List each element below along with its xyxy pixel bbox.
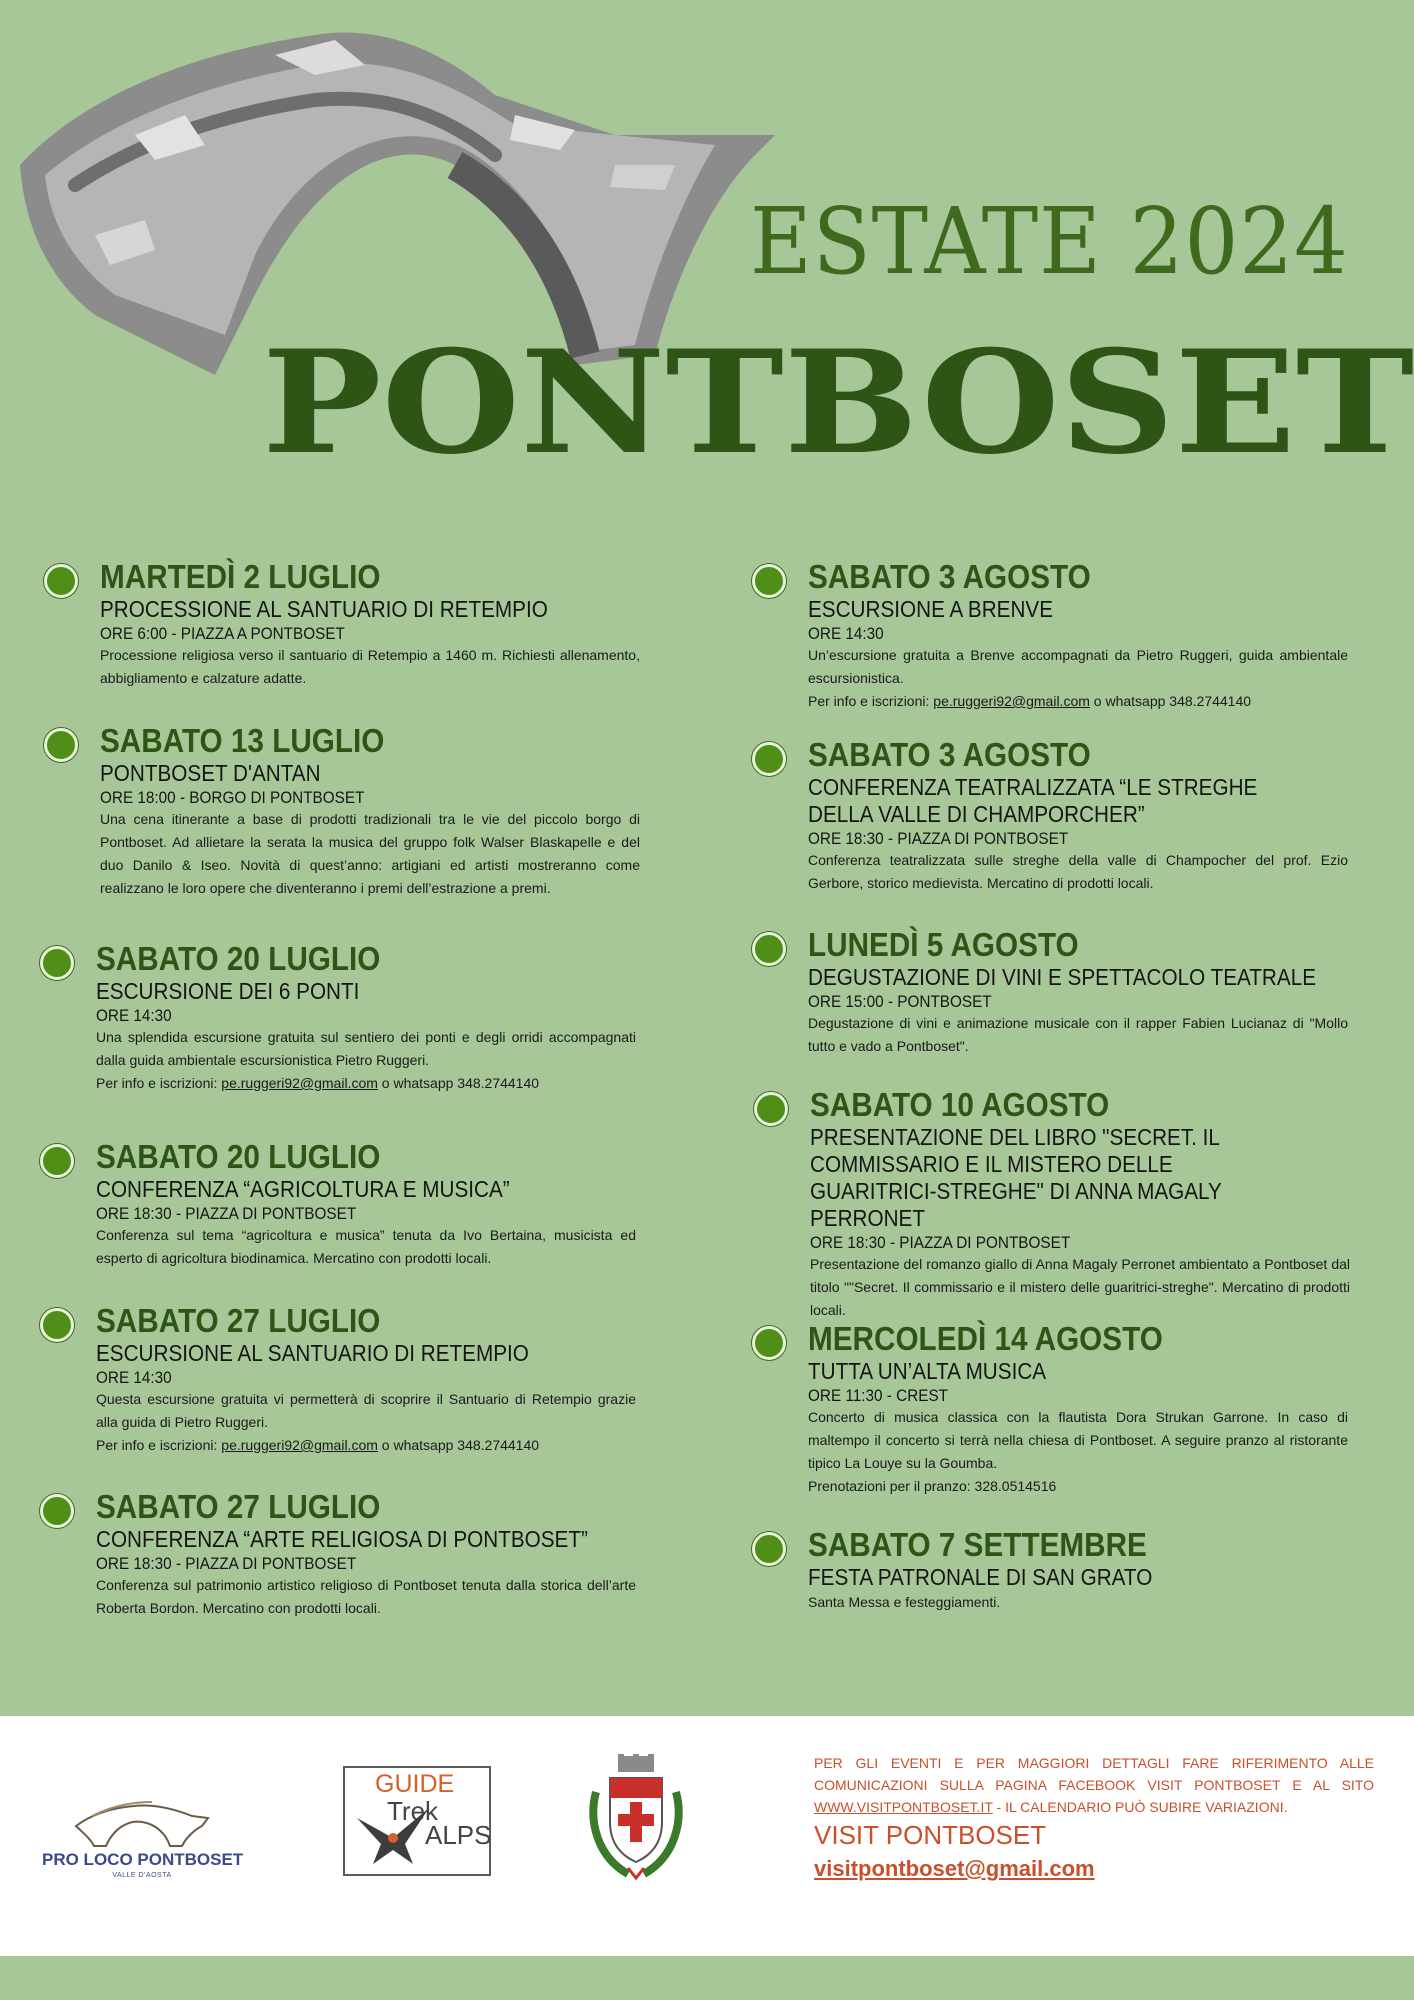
event-date: SABATO 10 AGOSTO — [810, 1086, 1110, 1123]
event-date: SABATO 13 LUGLIO — [100, 722, 385, 759]
event-title: ESCURSIONE AL SANTUARIO DI RETEMPIO — [96, 1340, 529, 1366]
bullet-dot-icon — [44, 564, 78, 598]
event-content — [100, 558, 640, 690]
event-title: CONFERENZA “AGRICOLTURA E MUSICA” — [96, 1176, 510, 1202]
poster-title: PONTBOSET — [262, 320, 1414, 486]
event-content — [808, 736, 1348, 895]
event-time: ORE 18:00 - BORGO DI PONTBOSET — [100, 788, 365, 807]
event-date: SABATO 3 AGOSTO — [808, 736, 1091, 773]
event-content — [96, 1302, 636, 1457]
event-contact-info — [96, 1072, 636, 1095]
event-date: SABATO 27 LUGLIO — [96, 1302, 381, 1339]
info-prefix: Per info e iscrizioni: — [808, 693, 934, 709]
bullet-dot-icon — [40, 946, 74, 980]
guide-word: GUIDE — [375, 1770, 455, 1798]
info-suffix: o whatsapp 348.2744140 — [377, 1075, 540, 1091]
event-contact-info — [96, 1434, 636, 1457]
contact-email-link[interactable]: pe.ruggeri92@gmail.com — [221, 1437, 378, 1453]
event-time: ORE 15:00 - PONTBOSET — [808, 992, 992, 1011]
event-content — [808, 1526, 1348, 1614]
event-time: ORE 14:30 — [96, 1006, 172, 1025]
event-description: Un’escursione gratuita a Brenve accompagnati da Pietro Ruggeri, guida ambientale escursionistica. — [808, 647, 1348, 686]
event-date: SABATO 27 LUGLIO — [96, 1488, 381, 1525]
bullet-dot-icon — [752, 742, 786, 776]
info-suffix: o whatsapp 348.2744140 — [1089, 693, 1252, 709]
event-content — [96, 940, 636, 1095]
event-content — [96, 1488, 636, 1620]
event-time: ORE 18:30 - PIAZZA DI PONTBOSET — [810, 1233, 1071, 1252]
event-description: Concerto di musica classica con la flautista Dora Strukan Garrone. In caso di maltempo il concerto si terrà nella chiesa di Pontboset. A seguire pranzo al ristorante tipico La Louye su la Goumba. — [808, 1409, 1348, 1471]
event-date: SABATO 3 AGOSTO — [808, 558, 1091, 595]
footer — [0, 1716, 1414, 1956]
info-prefix: Per info e iscrizioni: — [96, 1437, 222, 1453]
event-description: Conferenza sul tema “agricoltura e musica” tenuta da Ivo Bertaina, musicista ed esperto di agricoltura biodinamica. Mercatino con prodotti locali. — [96, 1227, 636, 1266]
footer-note-suffix: - IL CALENDARIO PUÒ SUBIRE VARIAZIONI. — [992, 1799, 1288, 1815]
info-prefix: Per info e iscrizioni: — [96, 1075, 222, 1091]
event-title: PONTBOSET D'ANTAN — [100, 760, 321, 786]
bullet-dot-icon — [40, 1308, 74, 1342]
proloco-name: PRO LOCO PONTBOSET — [42, 1850, 244, 1869]
event-date: SABATO 7 SETTEMBRE — [808, 1526, 1147, 1563]
event-title: PROCESSIONE AL SANTUARIO DI RETEMPIO — [100, 596, 548, 622]
event-content — [810, 1086, 1350, 1322]
bottom-band — [0, 1956, 1414, 2000]
edition-subtitle: ESTATE 2024 — [750, 188, 1349, 295]
proloco-bridge-icon — [72, 1786, 212, 1848]
event-date: LUNEDÌ 5 AGOSTO — [808, 926, 1079, 963]
event-time: ORE 18:30 - PIAZZA DI PONTBOSET — [96, 1554, 357, 1573]
event-description: Degustazione di vini e animazione musicale con il rapper Fabien Lucianaz di "Mollo tutto e vado a Pontboset". — [808, 1015, 1348, 1054]
trek-word: Trek — [387, 1796, 439, 1826]
event-time: ORE 14:30 — [96, 1368, 172, 1387]
bullet-dot-icon — [754, 1092, 788, 1126]
bullet-dot-icon — [752, 1532, 786, 1566]
event-booking-info: Prenotazioni per il pranzo: 328.0514516 — [808, 1478, 1057, 1494]
contact-email-link[interactable]: pe.ruggeri92@gmail.com — [221, 1075, 378, 1091]
event-description: Presentazione del romanzo giallo di Anna Magaly Perronet ambientato a Pontboset dal titolo ""Secret. Il commissario e il mistero delle guaritrici-streghe". Mercatino di prodotti locali. — [810, 1256, 1350, 1318]
event-description: Una splendida escursione gratuita sul sentiero dei ponti e degli orridi accompagnati dalla guida ambientale escursionistica Pietro Ruggeri. — [96, 1029, 636, 1068]
event-content — [808, 926, 1348, 1058]
bullet-dot-icon — [40, 1494, 74, 1528]
event-description: Questa escursione gratuita vi permetterà di scoprire il Santuario di Retempio grazie alla guida di Pietro Ruggeri. — [96, 1391, 636, 1430]
event-title: FESTA PATRONALE DI SAN GRATO — [808, 1564, 1153, 1590]
event-time: ORE 11:30 - CREST — [808, 1386, 949, 1405]
event-description: Santa Messa e festeggiamenti. — [808, 1594, 1001, 1610]
event-date: MERCOLEDÌ 14 AGOSTO — [808, 1320, 1163, 1357]
event-contact-info — [808, 690, 1348, 713]
event-content — [96, 1138, 636, 1270]
event-date: SABATO 20 LUGLIO — [96, 1138, 381, 1175]
hero-header — [0, 0, 1414, 500]
event-content — [808, 558, 1348, 713]
event-title: PRESENTAZIONE DEL LIBRO "SECRET. IL COMMISSARIO E IL MISTERO DELLE GUARITRICI-STREGHE" DI ANNA MAGALY PERRONET — [810, 1124, 1222, 1231]
event-description: Processione religiosa verso il santuario di Retempio a 1460 m. Richiesti allenamento, abbigliamento e calzature adatte. — [100, 647, 640, 686]
event-title: CONFERENZA “ARTE RELIGIOSA DI PONTBOSET” — [96, 1526, 588, 1552]
footer-note-prefix: PER GLI EVENTI E PER MAGGIORI DETTAGLI FARE RIFERIMENTO ALLE COMUNICAZIONI SULLA PAGINA FACEBOOK VISIT PONTBOSET E AL SITO — [814, 1755, 1374, 1793]
contact-email-link[interactable]: visitpontboset@gmail.com — [814, 1856, 1095, 1881]
bullet-dot-icon — [44, 728, 78, 762]
event-description: Conferenza sul patrimonio artistico religioso di Pontboset tenuta dalla storica dell’arte Roberta Bordon. Mercatino con prodotti locali. — [96, 1577, 636, 1616]
event-title: TUTTA UN’ALTA MUSICA — [808, 1358, 1047, 1384]
event-time: ORE 18:30 - PIAZZA DI PONTBOSET — [808, 829, 1069, 848]
event-description: Una cena itinerante a base di prodotti tradizionali tra le vie del piccolo borgo di Pontboset. Ad allietare la serata la musica del gruppo folk Walser Blaskapelle e del duo Danilo & Iseo. Novità di quest’anno: artigiani ed artisti mostreranno come realizzano le loro opere che diventeranno i premi dell’estrazione a premi. — [100, 811, 640, 896]
municipal-crest-icon — [588, 1752, 684, 1882]
event-title: CONFERENZA TEATRALIZZATA “LE STREGHE DELLA VALLE DI CHAMPORCHER” — [808, 774, 1258, 827]
visit-pontboset-label: VISIT PONTBOSET — [814, 1820, 1047, 1850]
contact-email-link[interactable]: pe.ruggeri92@gmail.com — [933, 693, 1090, 709]
event-content — [808, 1320, 1348, 1498]
proloco-subtitle: VALLE D'AOSTA — [112, 1872, 172, 1879]
bird-icon — [353, 1798, 433, 1868]
bullet-dot-icon — [40, 1144, 74, 1178]
info-suffix: o whatsapp 348.2744140 — [377, 1437, 540, 1453]
event-title: ESCURSIONE DEI 6 PONTI — [96, 978, 360, 1004]
guide-trek-alps-logo — [343, 1766, 491, 1876]
bullet-dot-icon — [752, 1326, 786, 1360]
event-content — [100, 722, 640, 900]
alps-word: ALPS — [425, 1820, 492, 1850]
proloco-logo — [42, 1786, 242, 1896]
event-time: ORE 14:30 — [808, 624, 884, 643]
bullet-dot-icon — [752, 564, 786, 598]
event-date: MARTEDÌ 2 LUGLIO — [100, 558, 381, 595]
event-title: ESCURSIONE A BRENVE — [808, 596, 1054, 622]
event-title: DEGUSTAZIONE DI VINI E SPETTACOLO TEATRALE — [808, 964, 1317, 990]
event-time: ORE 6:00 - PIAZZA A PONTBOSET — [100, 624, 345, 643]
event-time: ORE 18:30 - PIAZZA DI PONTBOSET — [96, 1204, 357, 1223]
footer-note — [814, 1752, 1374, 1818]
event-date: SABATO 20 LUGLIO — [96, 940, 381, 977]
event-description: Conferenza teatralizzata sulle streghe della valle di Champocher del prof. Ezio Gerbore, storico medievista. Mercatino di prodotti locali. — [808, 852, 1348, 891]
website-link[interactable]: WWW.VISITPONTBOSET.IT — [814, 1799, 993, 1815]
bullet-dot-icon — [752, 932, 786, 966]
